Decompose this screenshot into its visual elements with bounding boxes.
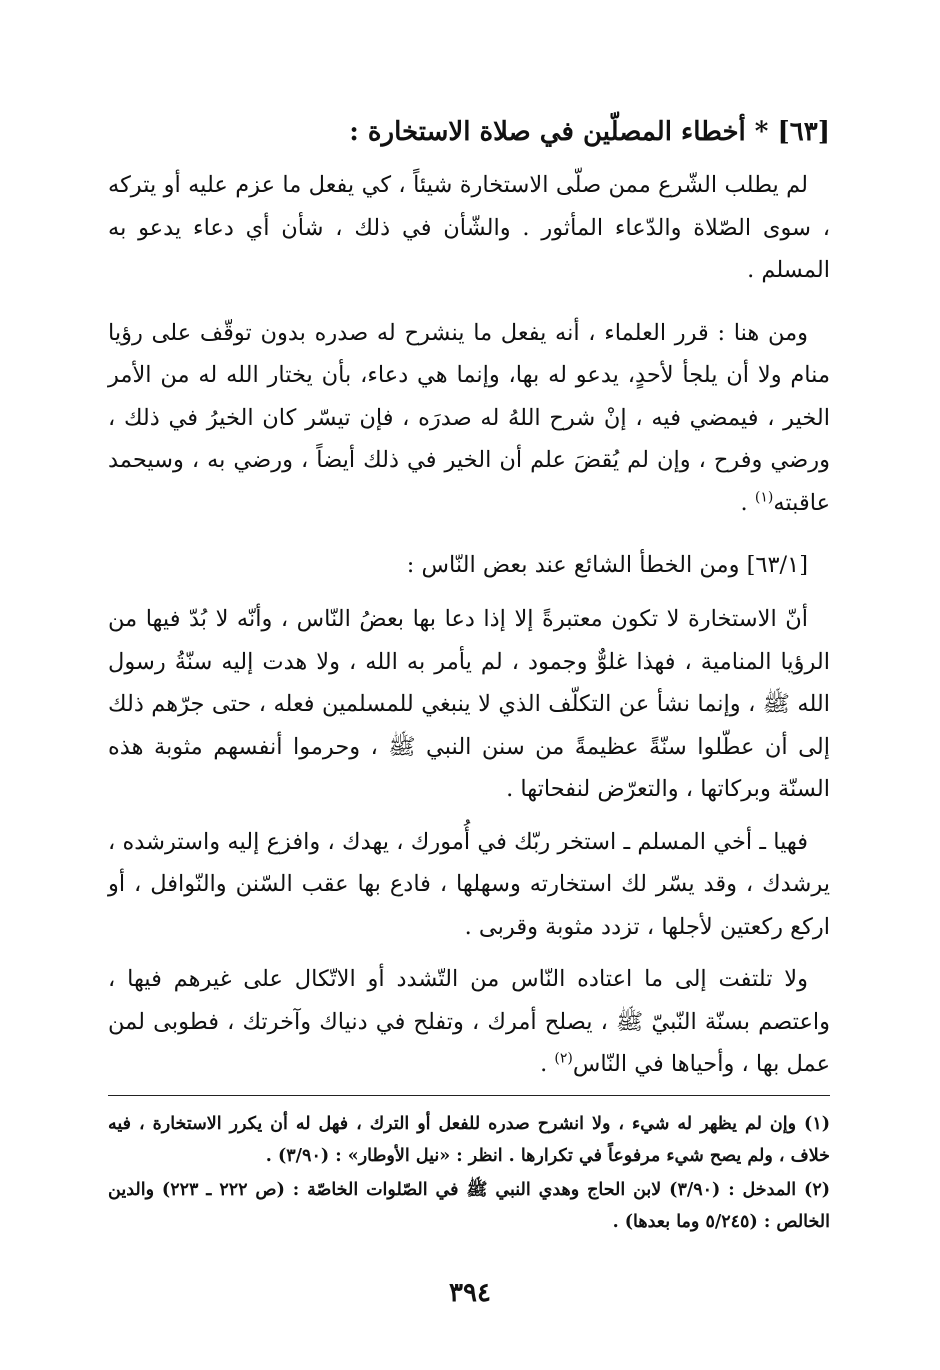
paragraph-5-text: ولا تلتفت إلى ما اعتاده النّاس من التّشدد أو الاتّكال على غيرهم فيها ، واعتصم بسنّة النّبيّ ﷺ ، يصلح أمرك ، وتفلح في دنياك وآخرتك ، فطوبى لمن عمل بها ، وأحياها في النّاس — [108, 966, 830, 1077]
paragraph-5-end: . — [540, 1051, 555, 1077]
subsection-heading: [٦٣/١] ومن الخطأ الشائع عند بعض النّاس : — [406, 552, 808, 578]
paragraph-1: لم يطلب الشّرع ممن صلّى الاستخارة شيئاً ، كي يفعل ما عزم عليه أو يتركه ، سوى الصّلاة والدّعاء المأثور . والشّأن في ذلك ، شأن أي دعاء يدعو به المسلم . — [108, 172, 830, 283]
paragraph-2-text: ومن هنا : قرر العلماء ، أنه يفعل ما ينشرح له صدره بدون توقّف على رؤيا منام ولا أن يلجأ لأحدٍ، يدعو له بها، وإنما هي دعاء، بأن يختار الله له من الأمر الخير ، فيمضي فيه ، إنْ شرح اللهُ له صدرَه ، فإن تيسّر كان الخيرُ في ذلك ، ورضي وفرح ، وإن لم يُقضَ علم أن الخير في ذلك أيضاً ، ورضي به ، وسيحمد عاقبته — [108, 319, 830, 516]
footnote-ref-1: (١) — [754, 489, 774, 505]
paragraph-3: أنّ الاستخارة لا تكون معتبرةً إلا إذا دعا بها بعضُ النّاس ، وأنّه لا بُدّ فيها من الرؤيا المنامية ، فهذا غلوٌّ وجمود ، لم يأمر به الله ، ولا هدت إليه سنّةُ رسول الله ﷺ ، وإنما نشأ عن التكلّف الذي لا ينبغي للمسلمين فعله ، حتى جرّهم ذلك إلى أن عطّلوا سنّةً عظيمةً من سنن النبي ﷺ ، وحرموا أنفسهم مثوبة هذه السنّة وبركاتها ، والتعرّض لنفحاتها . — [108, 606, 830, 802]
footnote-2: (٢) المدخل : (٣/٩٠) لابن الحاج وهدي النبي ﷺ في الصّلوات الخاصّة : (ص ٢٢٢ ـ ٢٢٣) والدين الخالص : (٥/٢٤٥ وما بعدها) . — [108, 1180, 830, 1232]
paragraph-2 — [108, 312, 830, 525]
page-number: ٣٩٤ — [449, 1278, 491, 1308]
footnotes — [108, 1108, 830, 1240]
paragraph-4: فهيا ـ أخي المسلم ـ استخر ربّك في أُمورك ، يهدك ، وافزع إليه واسترشده ، يرشدك ، وقد يسّر لك استخارته وسهلها ، فادع بها عقب السّنن والنّوافل ، أو اركع ركعتين لأجلها ، تزدد مثوبة وقربى . — [108, 828, 830, 940]
paragraph-2-end: . — [740, 489, 755, 516]
footnote-divider — [108, 1095, 830, 1096]
section-heading: [٦٣] * أخطاء المصلّين في صلاة الاستخارة : — [349, 117, 830, 147]
page-body — [108, 110, 830, 1106]
paragraph-5 — [108, 958, 830, 1086]
footnote-ref-2: (٢) — [554, 1050, 573, 1067]
footnote-1: (١) وإن لم يظهر له شيء ، ولا انشرح صدره للفعل أو الترك ، فهل له أن يكرر الاستخارة ، فيه خلاف ، ولم يصح شيء مرفوعاً في تكرارها . انظر : «نيل الأوطار» : (٣/٩٠) . — [108, 1114, 830, 1166]
